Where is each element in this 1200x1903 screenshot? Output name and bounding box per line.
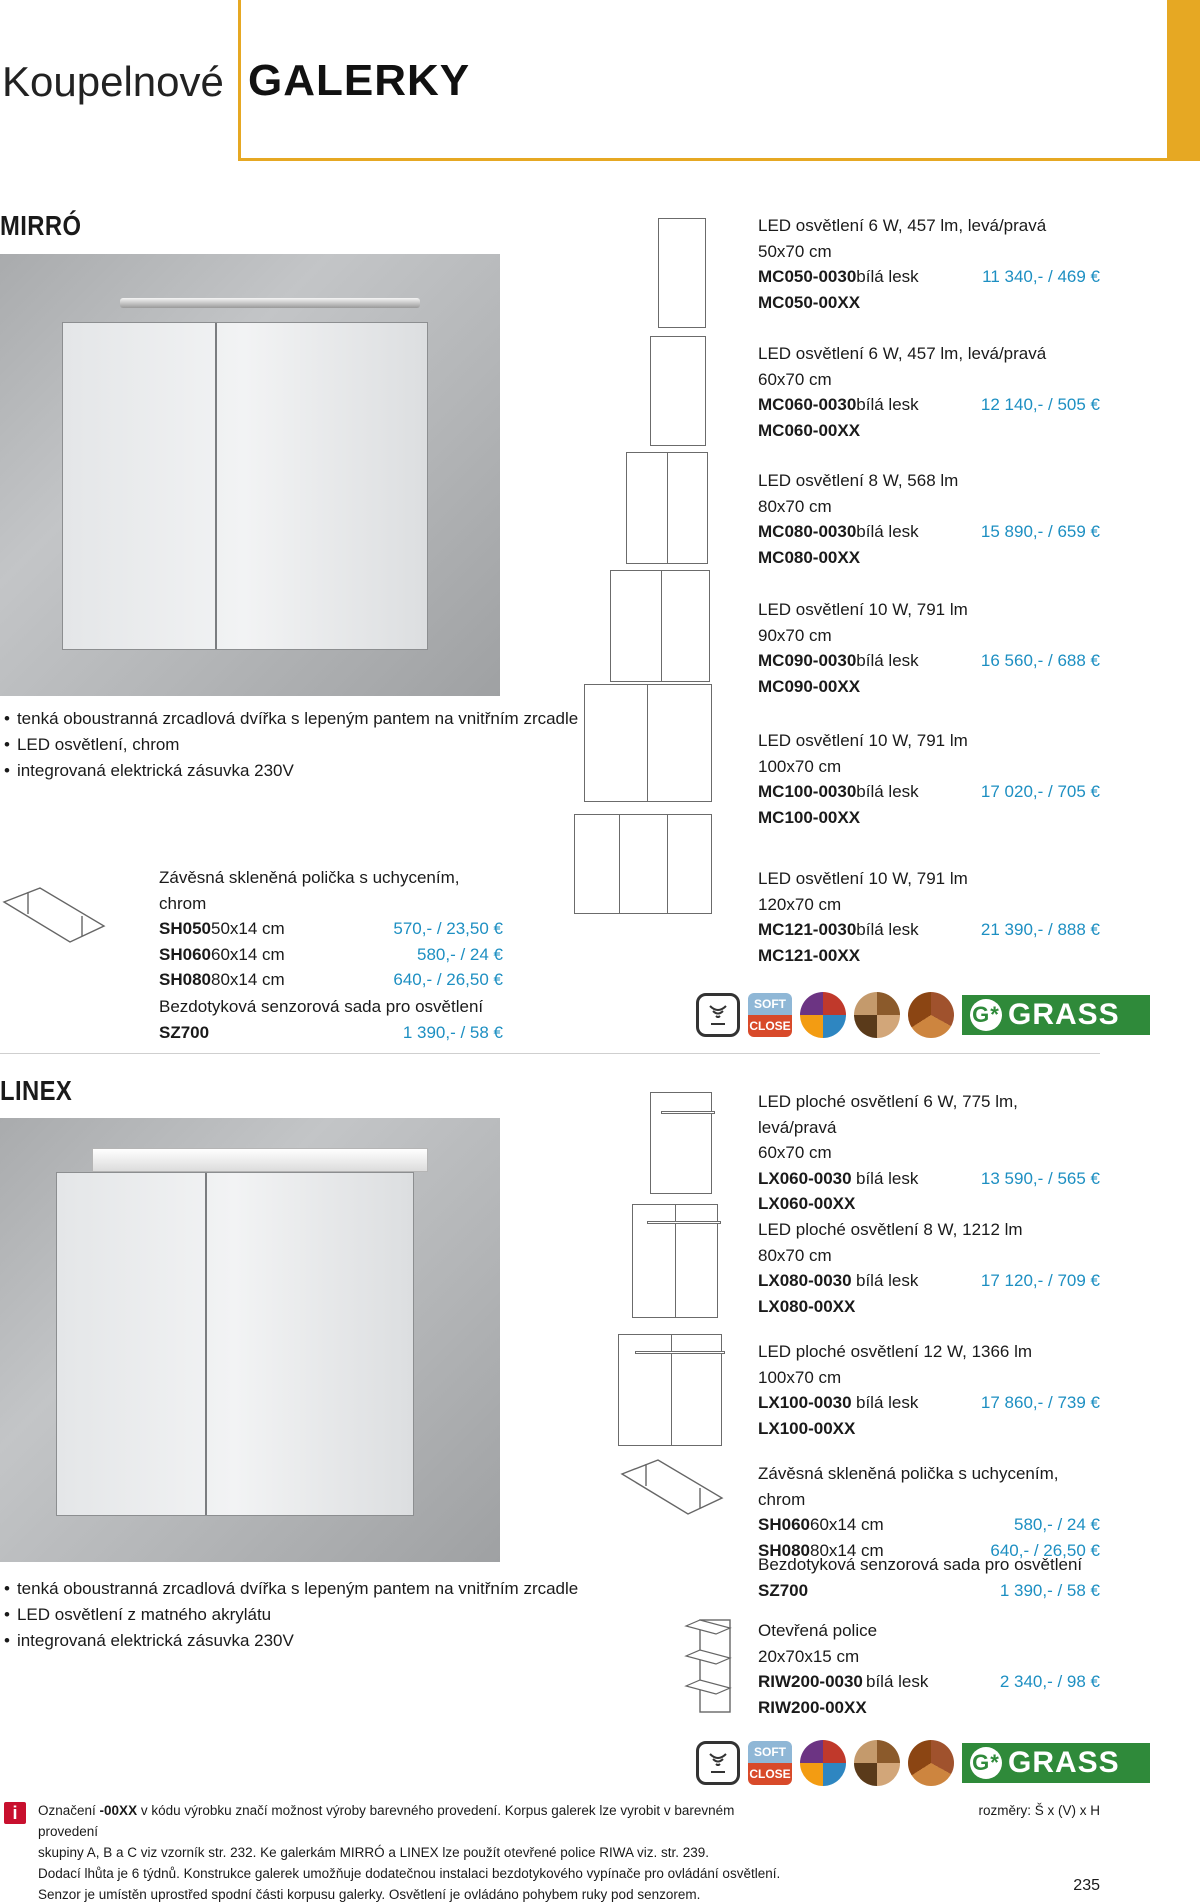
product-mc080: LED osvětlení 8 W, 568 lm 80x70 cm MC080-0030 bílá lesk 15 890,- / 659 € MC080-00XX xyxy=(758,471,1100,567)
accent-strip xyxy=(1167,0,1200,161)
price: 580,- / 24 € xyxy=(416,944,503,964)
mirro-sketches xyxy=(600,210,740,850)
product-mc060: LED osvětlení 6 W, 457 lm, levá/pravá 60x70 cm MC060-0030 bílá lesk 12 140,- / 505 € MC060-00XX xyxy=(758,344,1100,440)
price: 13 590,- / 565 € xyxy=(980,1168,1100,1188)
section-title-mirro: MIRRÓ xyxy=(0,210,82,241)
linex-sketches xyxy=(610,1078,750,1698)
feature-item: • tenká oboustranná zrcadlová dvířka s lepeným pantem na vnitřním zrcadle xyxy=(4,706,578,732)
acrylic-light-panel xyxy=(92,1148,428,1172)
soft-close-icon: SOFT CLOSE xyxy=(748,1741,792,1785)
wood-decor-icon xyxy=(908,1740,954,1786)
color-options-icon xyxy=(800,992,846,1038)
linex-shelf-sketch xyxy=(618,1452,728,1522)
sketch-mc100 xyxy=(584,684,712,802)
linex-product-photo xyxy=(0,1118,500,1562)
footer-note: Označení -00XX v kódu výrobku značí možnost výroby barevného provedení. Korpus galerek lze vyrobit v barevném provedení skupiny A, B a C viz vzorník str. 232. Ke galerkám MIRRÓ a LINEX lze použít otevřené police RIWA viz. str. 239. Dodací lhůta je 6 týdnů. Konstrukce galerek umožňuje dodatečnou instalaci bezdotykového vypínače pro ovládání osvětlení. Senzor je umístěn uprostřed spodní části korpusu galerky. Osvětlení je ovládáno pohybem ruky pod senzorem. xyxy=(38,1803,781,1902)
sketch-lx100 xyxy=(618,1334,722,1446)
feature-item: • LED osvětlení z matného akrylátu xyxy=(4,1602,578,1628)
price: 1 390,- / 58 € xyxy=(402,1022,503,1042)
linex-cabinet xyxy=(56,1172,414,1516)
sketch-mc050 xyxy=(658,218,706,328)
price: 15 890,- / 659 € xyxy=(980,522,1100,541)
dimensions-legend: rozměry: Š x (V) x H xyxy=(978,1803,1100,1818)
sketch-lx080 xyxy=(632,1204,718,1318)
price: 580,- / 24 € xyxy=(1013,1515,1100,1534)
mirro-feature-icons xyxy=(696,992,1150,1038)
page-number: 235 xyxy=(1073,1877,1100,1894)
price: 11 340,- / 469 € xyxy=(982,267,1100,286)
product-mc090: LED osvětlení 10 W, 791 lm 90x70 cm MC090-0030 bílá lesk 16 560,- / 688 € MC090-00XX xyxy=(758,600,1100,696)
section-divider xyxy=(0,1053,1100,1054)
sketch-mc090 xyxy=(610,570,710,682)
product-lx080: LED ploché osvětlení 8 W, 1212 lm 80x70 cm LX080-0030 bílá lesk 17 120,- / 709 € LX080-00XX xyxy=(758,1220,1100,1316)
price: 640,- / 26,50 € xyxy=(990,1540,1100,1560)
sketch-lx060 xyxy=(650,1092,712,1194)
sketch-mc121 xyxy=(574,814,712,914)
price: 570,- / 23,50 € xyxy=(393,919,503,938)
wood-finish-icon xyxy=(854,1740,900,1786)
sketch-mc080 xyxy=(626,452,708,564)
mirro-product-photo xyxy=(0,254,500,696)
info-icon: i xyxy=(4,1802,26,1824)
product-lx100: LED ploché osvětlení 12 W, 1366 lm 100x70 cm LX100-0030 bílá lesk 17 860,- / 739 € LX100-00XX xyxy=(758,1342,1100,1438)
page-title-bold: GALERKY xyxy=(248,56,471,105)
product-mc050: LED osvětlení 6 W, 457 lm, levá/pravá 50x70 cm MC050-0030 bílá lesk 11 340,- / 469 € MC050-00XX xyxy=(758,216,1100,312)
sensor-icon xyxy=(696,1741,740,1785)
color-options-icon xyxy=(800,1740,846,1786)
feature-item: • LED osvětlení, chrom xyxy=(4,732,578,758)
price: 12 140,- / 505 € xyxy=(980,395,1100,414)
mirro-features xyxy=(4,706,578,784)
linex-sensor-block: Bezdotyková senzorová sada pro osvětlení SZ700 1 390,- / 58 € xyxy=(758,1552,1100,1618)
mirro-cabinet xyxy=(62,322,428,650)
feature-item: • integrovaná elektrická zásuvka 230V xyxy=(4,1628,578,1654)
linex-product-list xyxy=(758,1089,1100,1720)
sketch-mc060 xyxy=(650,336,706,446)
sensor-icon xyxy=(696,993,740,1037)
price: 21 390,- / 888 € xyxy=(980,920,1100,939)
open-shelf-block: Otevřená police 20x70x15 cm RIW200-0030 bílá lesk 2 340,- / 98 € RIW200-00XX xyxy=(758,1621,1100,1717)
grass-logo: G* GRASS xyxy=(962,1743,1150,1783)
price: 17 020,- / 705 € xyxy=(980,782,1100,801)
mirro-shelf-block: Závěsná skleněná polička s uchycením, chrom SH050 50x14 cm 570,- / 23,50 € SH060 60x14 cm 580,- / 24 € SH080 80x14 cm 640,- / 26,50 € xyxy=(159,865,503,993)
feature-item: • integrovaná elektrická zásuvka 230V xyxy=(4,758,578,784)
linex-feature-icons xyxy=(696,1740,1150,1786)
product-mc100: LED osvětlení 10 W, 791 lm 100x70 cm MC100-0030 bílá lesk 17 020,- / 705 € MC100-00XX xyxy=(758,731,1100,827)
price: 17 860,- / 739 € xyxy=(980,1393,1100,1412)
linex-features xyxy=(4,1576,578,1654)
wood-finish-icon xyxy=(854,992,900,1038)
product-lx060: LED ploché osvětlení 6 W, 775 lm, levá/pravá 60x70 cm LX060-0030 bílá lesk 13 590,- / 565 € LX060-00XX xyxy=(758,1092,1100,1213)
soft-close-icon: SOFT CLOSE xyxy=(748,993,792,1037)
led-light-bar xyxy=(120,298,420,308)
mirro-product-list xyxy=(758,213,1100,968)
section-title-linex: LINEX xyxy=(0,1075,73,1106)
page-title-light: Koupelnové xyxy=(2,58,224,105)
price: 1 390,- / 58 € xyxy=(999,1580,1100,1600)
wood-decor-icon xyxy=(908,992,954,1038)
price: 17 120,- / 709 € xyxy=(980,1271,1100,1290)
feature-item: • tenká oboustranná zrcadlová dvířka s lepeným pantem na vnitřním zrcadle xyxy=(4,1576,578,1602)
product-mc121: LED osvětlení 10 W, 791 lm 120x70 cm MC121-0030 bílá lesk 21 390,- / 888 € MC121-00XX xyxy=(758,869,1100,965)
price: 640,- / 26,50 € xyxy=(393,970,503,989)
shelf-sketch xyxy=(0,880,110,950)
price: 16 560,- / 688 € xyxy=(980,651,1100,670)
price: 2 340,- / 98 € xyxy=(999,1672,1100,1691)
open-shelf-sketch xyxy=(680,1616,736,1716)
mirro-sensor-block: Bezdotyková senzorová sada pro osvětlení SZ700 1 390,- / 58 € xyxy=(159,994,503,1045)
grass-logo: G* GRASS xyxy=(962,995,1150,1035)
linex-shelf-block: Závěsná skleněná polička s uchycením, chrom SH060 60x14 cm 580,- / 24 € SH080 80x14 cm 640,- / 26,50 € xyxy=(758,1461,1100,1552)
